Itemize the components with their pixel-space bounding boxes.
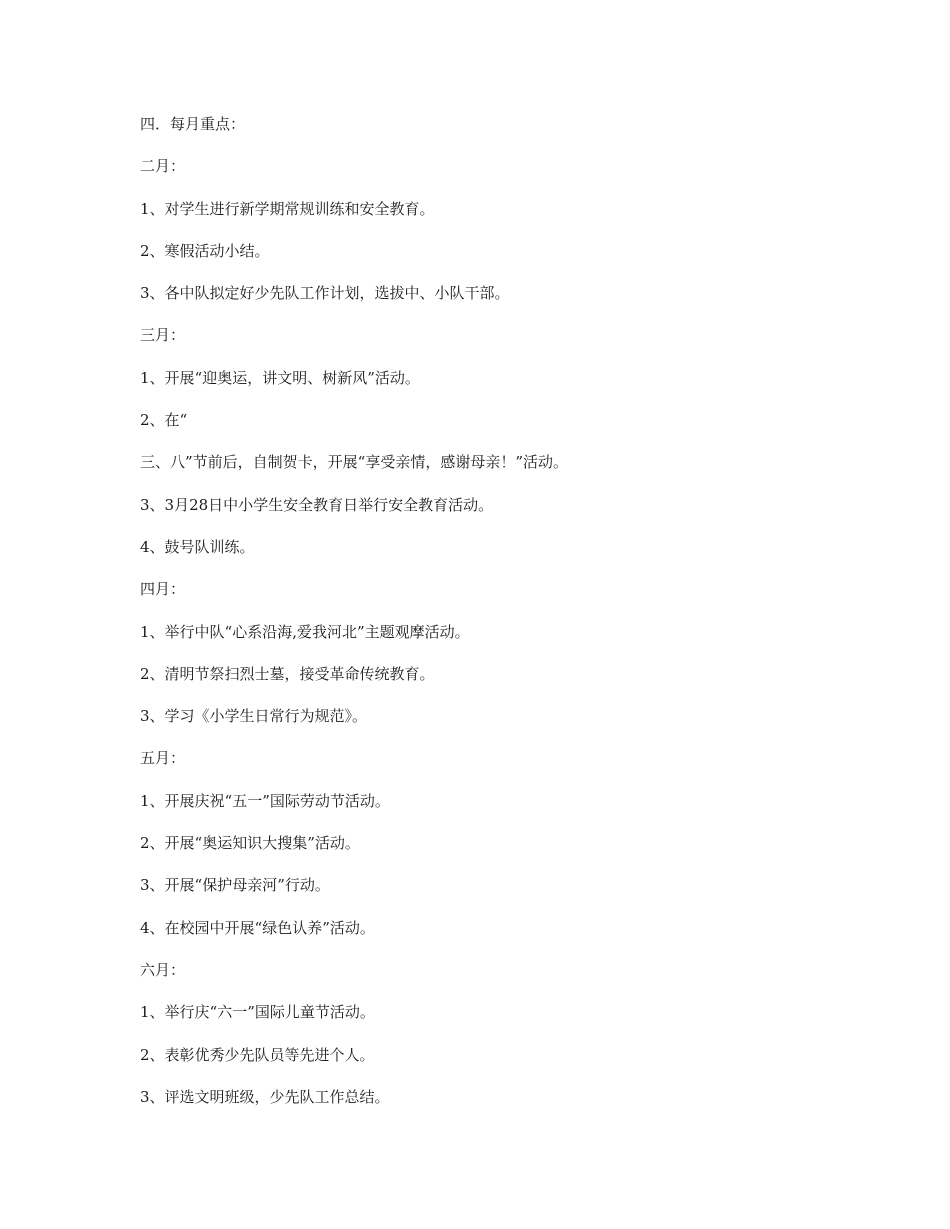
list-item: 3、评选文明班级，少先队工作总结。	[140, 1087, 390, 1106]
list-item: 2、在“	[140, 411, 188, 430]
list-item: 2、寒假活动小结。	[140, 241, 270, 260]
list-item: 4、鼓号队训练。	[140, 537, 255, 556]
month-heading-march: 三月：	[140, 326, 186, 345]
document-body	[140, 114, 820, 1129]
list-item: 3、各中队拟定好少先队工作计划，选拔中、小队干部。	[140, 284, 510, 303]
list-item: 1、开展“迎奥运，讲文明、树新风”活动。	[140, 368, 420, 387]
list-item: 3、开展“保护母亲河”行动。	[140, 876, 330, 895]
month-heading-june: 六月：	[140, 960, 186, 979]
list-item: 1、举行庆“六一”国际儿童节活动。	[140, 1003, 375, 1022]
list-item: 3、学习《小学生日常行为规范》。	[140, 707, 368, 726]
list-item: 1、举行中队“心系沿海,爱我河北”主题观摩活动。	[140, 622, 470, 641]
section-heading-monthly-focus: 四．每月重点：	[140, 115, 246, 133]
list-item-continuation: 三、八”节前后，自制贺卡，开展“享受亲情，感谢母亲！”活动。	[140, 453, 569, 472]
list-item: 2、开展“奥运知识大搜集”活动。	[140, 834, 360, 853]
list-item: 4、在校园中开展“绿色认养”活动。	[140, 918, 375, 937]
month-heading-may: 五月：	[140, 749, 186, 768]
list-item: 2、清明节祭扫烈士墓，接受革命传统教育。	[140, 664, 435, 683]
list-item: 3、3月28日中小学生安全教育日举行安全教育活动。	[140, 495, 494, 514]
month-heading-april: 四月：	[140, 580, 186, 599]
list-item: 1、开展庆祝“五一”国际劳动节活动。	[140, 791, 390, 810]
month-heading-february: 二月：	[140, 157, 186, 176]
list-item: 1、对学生进行新学期常规训练和安全教育。	[140, 199, 435, 218]
list-item: 2、表彰优秀少先队员等先进个人。	[140, 1045, 375, 1064]
